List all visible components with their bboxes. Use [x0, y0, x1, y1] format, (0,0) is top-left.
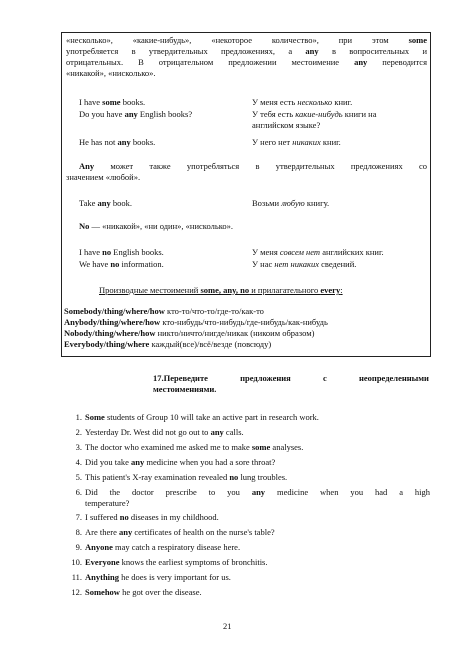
sentence-keyword: Anyone: [85, 542, 113, 552]
sentence-text-start: I suffered: [85, 512, 120, 522]
derivative-translation: кто-то/что-то/где-то/как-то: [164, 306, 264, 316]
take-any-ru-end: книгу.: [304, 198, 330, 208]
sentence-text-end: he got over the disease.: [119, 587, 202, 597]
sentence-keyword: any: [251, 487, 266, 497]
example-en-text: We have: [79, 259, 111, 269]
sentence-number: 3.: [75, 442, 82, 452]
take-any-en: [79, 198, 132, 209]
sentence-text-start: Did you take: [85, 457, 132, 467]
grammar-box: [61, 32, 431, 357]
sentence-number: 6.: [75, 487, 82, 497]
example-ru-text-end: книг.: [320, 137, 341, 147]
take-any-ru-keyword: любую: [281, 198, 305, 208]
sentence-keyword: Some: [85, 412, 105, 422]
intro-line-2: [66, 46, 427, 57]
derivatives-heading-text: Производные местоимений: [99, 285, 201, 295]
example-en-keyword: no: [102, 247, 112, 257]
example-ru-text: У меня есть: [252, 97, 298, 107]
exercise-title-word-3: с: [323, 373, 327, 383]
example-en-keyword: any: [124, 109, 138, 119]
no-definition-keyword: No: [79, 221, 90, 231]
sentence-text: [85, 412, 430, 423]
example-ru-line-2-text: английском языке?: [252, 120, 321, 130]
exercise-title: [153, 373, 429, 395]
example-en-text-end: English books.: [111, 247, 164, 257]
derivative-forms: Somebody/thing/where/how: [64, 306, 165, 316]
sentence-line-1: [85, 487, 430, 498]
example-ru-text: У меня: [252, 247, 280, 257]
sentence-keyword: any: [118, 527, 133, 537]
sentence-text: [85, 557, 430, 568]
example-en-text: I have: [79, 247, 103, 257]
example-ru-text: У тебя есть: [252, 109, 296, 119]
example-en-keyword: any: [117, 137, 131, 147]
derivative-forms: Anybody/thing/where/how: [64, 317, 161, 327]
derivative-row: [64, 306, 264, 317]
sentence-text: [85, 457, 430, 468]
sentence-text-end: analyses.: [270, 442, 304, 452]
example-ru-line-2: [252, 120, 320, 131]
example-en-text: Do you have: [79, 109, 125, 119]
sentence-number: 2.: [75, 427, 82, 437]
example-ru-keyword: несколько: [297, 97, 333, 107]
sentence-number: 12.: [71, 587, 82, 597]
sentence-keyword: no: [229, 472, 239, 482]
derivatives-heading: [99, 285, 343, 296]
example-en: [79, 137, 155, 148]
derivative-forms: Everybody/thing/where: [64, 339, 150, 349]
example-ru: [252, 109, 377, 120]
example-ru: [252, 259, 356, 270]
sentence-text-start: Yesterday Dr. West did not go out to: [85, 427, 211, 437]
any-note-line-2: [66, 172, 427, 183]
sentence-number: 11.: [71, 572, 82, 582]
intro-line-3: [66, 57, 427, 68]
no-definition-text: — «никакой», «ни один», «нисколько».: [89, 221, 234, 231]
example-en: [79, 97, 145, 108]
example-ru-text-end: английских книг.: [320, 247, 384, 257]
derivative-translation: кто-нибудь/что-нибудь/где-нибудь/как-нибудь: [160, 317, 328, 327]
example-en: [79, 247, 164, 258]
sentence-keyword: any: [210, 427, 224, 437]
intro-line-4-text: «никакой», «нисколько».: [66, 68, 156, 78]
example-ru-text-end: книги на: [342, 109, 377, 119]
sentence-keyword: some: [251, 442, 271, 452]
example-ru: [252, 97, 352, 108]
sentence-keyword: Everyone: [85, 557, 120, 567]
sentence-keyword: Anything: [85, 572, 120, 582]
sentence-text: [85, 472, 430, 483]
sentence-text-end: medicine when you had a high: [265, 487, 430, 497]
sentence-text: [85, 487, 430, 509]
intro-line-2-text: употребляется в утвердительных предложениях, а any в вопросительных и: [66, 46, 427, 56]
sentence-text-end: knows the earliest symptoms of bronchitis.: [119, 557, 268, 567]
example-en-text: He has not: [79, 137, 118, 147]
derivatives-heading-text-2: и прилагательного: [249, 285, 321, 295]
sentence-text-end: he does is very important for us.: [119, 572, 231, 582]
any-note-line-1: [66, 161, 427, 172]
intro-line-1: [66, 35, 427, 46]
sentence-text-end: certificates of health on the nurse's table?: [132, 527, 275, 537]
take-any-en-text: Take: [79, 198, 98, 208]
sentence-text-start: The doctor who examined me asked me to make: [85, 442, 252, 452]
no-definition: [79, 221, 233, 232]
any-note: [66, 161, 427, 183]
any-note-keyword: Any: [79, 161, 95, 171]
example-en: [79, 259, 164, 270]
sentence-text-end: calls.: [223, 427, 244, 437]
derivative-row: [64, 328, 314, 339]
derivatives-heading-keyword-every: every: [320, 285, 341, 295]
sentence-number: 8.: [75, 527, 82, 537]
sentence-text-start: Are there: [85, 527, 119, 537]
sentence-number: 10.: [71, 557, 82, 567]
sentence-text-end: medicine when you had a sore throat?: [144, 457, 276, 467]
example-en-text-end: books.: [120, 97, 146, 107]
derivative-forms: Nobody/thing/where/how: [64, 328, 156, 338]
example-en-text-end: books.: [130, 137, 156, 147]
example-ru-keyword: нет никаких: [274, 259, 319, 269]
example-en-keyword: no: [110, 259, 120, 269]
example-ru: [252, 247, 384, 258]
intro-line-3-text: отрицательных. В отрицательном предложении местоимение any переводится: [66, 57, 427, 67]
intro-line-1-text: «несколько», «какие-нибудь», «некоторое количество», при этом some: [66, 35, 427, 45]
any-note-line-2-text: значением «любой».: [66, 172, 141, 182]
derivatives-heading-colon: :: [340, 285, 343, 295]
example-ru: [252, 137, 341, 148]
example-ru-text-end: книг.: [332, 97, 353, 107]
sentence-keyword: Somehow: [85, 587, 120, 597]
sentence-text: [85, 572, 430, 583]
sentence-text-end: diseases in my childhood.: [128, 512, 219, 522]
derivative-row: [64, 317, 328, 328]
sentence-text: [85, 587, 430, 598]
sentence-number: 7.: [75, 512, 82, 522]
sentence-text-start: Did the doctor prescribe to you: [85, 487, 252, 497]
example-en-keyword: some: [102, 97, 121, 107]
example-ru-keyword: никаких: [292, 137, 321, 147]
exercise-title-word-4: неопределенными: [359, 373, 429, 383]
take-any-en-end: book.: [110, 198, 133, 208]
sentence-number: 5.: [75, 472, 82, 482]
sentence-text-end: lung troubles.: [238, 472, 288, 482]
sentence-text: [85, 442, 430, 453]
sentence-keyword: any: [131, 457, 145, 467]
sentence-line-2-text: temperature?: [85, 498, 130, 508]
example-en-text: I have: [79, 97, 103, 107]
derivatives-heading-keywords: some, any, no: [200, 285, 250, 295]
sentence-text: [85, 512, 430, 523]
example-ru-keyword: какие-нибудь: [295, 109, 343, 119]
example-ru-keyword: совсем нет: [279, 247, 321, 257]
sentence-text: [85, 527, 430, 538]
any-note-text: может также употребляться в утвердительных предложениях со: [94, 161, 427, 171]
sentence-keyword: no: [119, 512, 129, 522]
example-en-text-end: English books?: [137, 109, 193, 119]
sentence-text: [85, 542, 430, 553]
sentence-text-start: This patient's X-ray examination revealed: [85, 472, 230, 482]
example-ru-text: У него нет: [252, 137, 293, 147]
take-any-ru-text: Возьми: [252, 198, 282, 208]
exercise-title-line-2: местоимениями.: [153, 384, 217, 394]
take-any-en-keyword: any: [97, 198, 111, 208]
sentence-number: 4.: [75, 457, 82, 467]
exercise-title-word-2: предложения: [240, 373, 291, 383]
sentence-number: 1.: [75, 412, 82, 422]
sentence-text: [85, 427, 430, 438]
derivative-translation: никто/ничто/нигде/никак (никоим образом): [155, 328, 315, 338]
page-number: 21: [223, 621, 232, 631]
take-any-ru: [252, 198, 329, 209]
derivative-row: [64, 339, 271, 350]
intro-paragraph: [66, 35, 427, 79]
example-ru-text-end: сведений.: [319, 259, 357, 269]
derivative-translation: каждый(все)/всё/везде (повсюду): [149, 339, 272, 349]
example-ru-text: У нас: [252, 259, 275, 269]
example-en-text-end: information.: [119, 259, 164, 269]
sentence-text-end: students of Group 10 will take an active part in research work.: [104, 412, 319, 422]
exercise-title-word-1: 17.Переведите: [153, 373, 208, 383]
intro-line-4: [66, 68, 427, 79]
sentence-number: 9.: [75, 542, 82, 552]
sentence-line-2: [85, 498, 430, 509]
sentence-text-end: may catch a respiratory disease here.: [112, 542, 241, 552]
example-en: [79, 109, 192, 120]
